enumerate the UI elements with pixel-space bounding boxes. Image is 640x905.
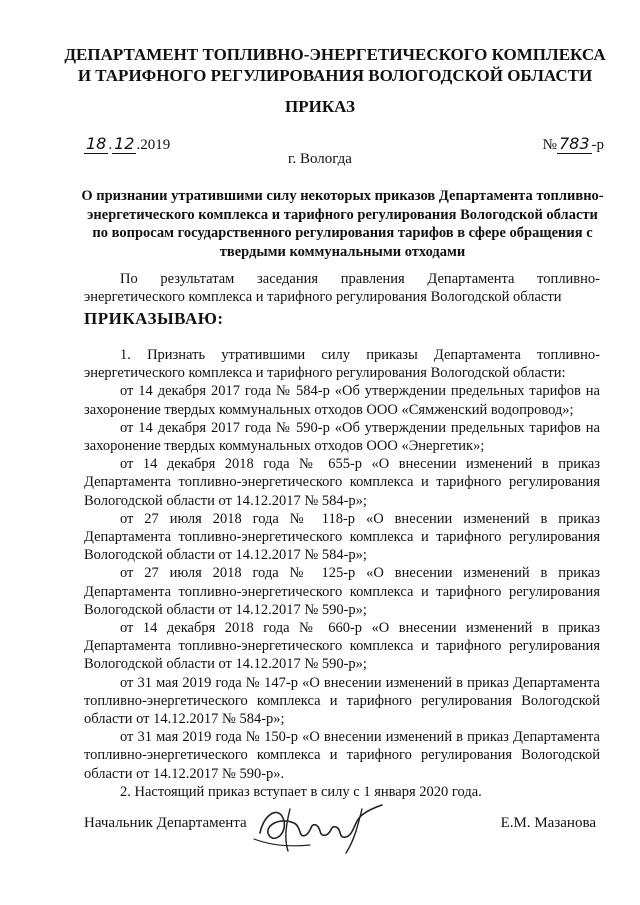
order-item: от 27 июля 2018 года № 118-р «О внесении изменений в приказ Департамента топливно-энергетического комплекса и тарифного регулирования Вологодской области от 14.12.2017 № 584-р»; [84,510,600,564]
handwritten-signature [250,795,410,855]
order-item: от 14 декабря 2018 года № 660-р «О внесении изменений в приказ Департамента топливно-энергетического комплекса и тарифного регулирования Вологодской области от 14.12.2017 № 590-р»; [84,620,600,673]
order-item: 1. Признать утратившими силу приказы Департамента топливно-энергетического комплекса и тарифного регулирования Вологодской области: [84,347,600,382]
order-item: от 14 декабря 2017 года № 584-р «Об утверждении предельных тарифов на захоронение твердых коммунальных отходов ООО «Сямженский водопровод»; [84,383,600,418]
preamble-text: По результатам заседания правления Департамента топливно-энергетического комплекса и тарифного регулирования Вологодской области [84,271,600,306]
number-value: 783 [558,134,590,153]
doc-type-title: ПРИКАЗ [285,97,355,116]
order-item: от 14 декабря 2018 года № 655-р «О внесении изменений в приказ Департамента топливно-энергетического комплекса и тарифного регулирования Вологодской области от 14.12.2017 № 584-р»; [84,456,600,509]
date-day: 18 [86,134,107,153]
order-subject: О признании утратившими силу некоторых приказов Департамента топливно-энергетического комплекса и тарифного регулирования Вологодской области по вопросам государственного регулирования тарифов в сфере обращения с твердыми коммунальными отходами [81,188,604,260]
date-year: .2019 [136,137,171,153]
order-item: от 14 декабря 2017 года № 590-р «Об утверждении предельных тарифов на захоронение твердых коммунальных отходов ООО «Энергетик»; [84,419,600,455]
number-prefix: № [542,137,557,153]
number-suffix: -р [591,137,604,153]
preamble-block [84,270,600,306]
department-line-1: ДЕПАРТАМЕНТ ТОПЛИВНО-ЭНЕРГЕТИЧЕСКОГО КОМПЛЕКСА [64,45,606,64]
order-word: ПРИКАЗЫВАЮ: [84,309,224,328]
date-month: 12 [114,134,135,153]
order-item: 2. Настоящий приказ вступает в силу с 1 января 2020 года. [120,783,482,800]
signatory-position: Начальник Департамента [84,815,247,831]
order-items [84,346,600,801]
order-item: от 27 июля 2018 года № 125-р «О внесении изменений в приказ Департамента топливно-энергетического комплекса и тарифного регулирования Вологодской области от 14.12.2017 № 590-р»; [84,565,600,618]
signatory-name: Е.М. Мазанова [500,815,596,831]
department-line-2: И ТАРИФНОГО РЕГУЛИРОВАНИЯ ВОЛОГОДСКОЙ ОБЛАСТИ [77,66,593,85]
department-header [40,44,630,86]
city: г. Вологда [288,151,352,167]
order-item: от 31 мая 2019 года № 147-р «О внесении изменений в приказ Департамента топливно-энергетического комплекса и тарифного регулирования Вологодской области от 14.12.2017 № 584-р»; [84,674,600,728]
order-item: от 31 мая 2019 года № 150-р «О внесении изменений в приказ Департамента топливно-энергетического комплекса и тарифного регулирования Вологодской области от 14.12.2017 № 590-р». [84,729,600,782]
order-date: 18 . 12 .2019 [86,134,171,153]
